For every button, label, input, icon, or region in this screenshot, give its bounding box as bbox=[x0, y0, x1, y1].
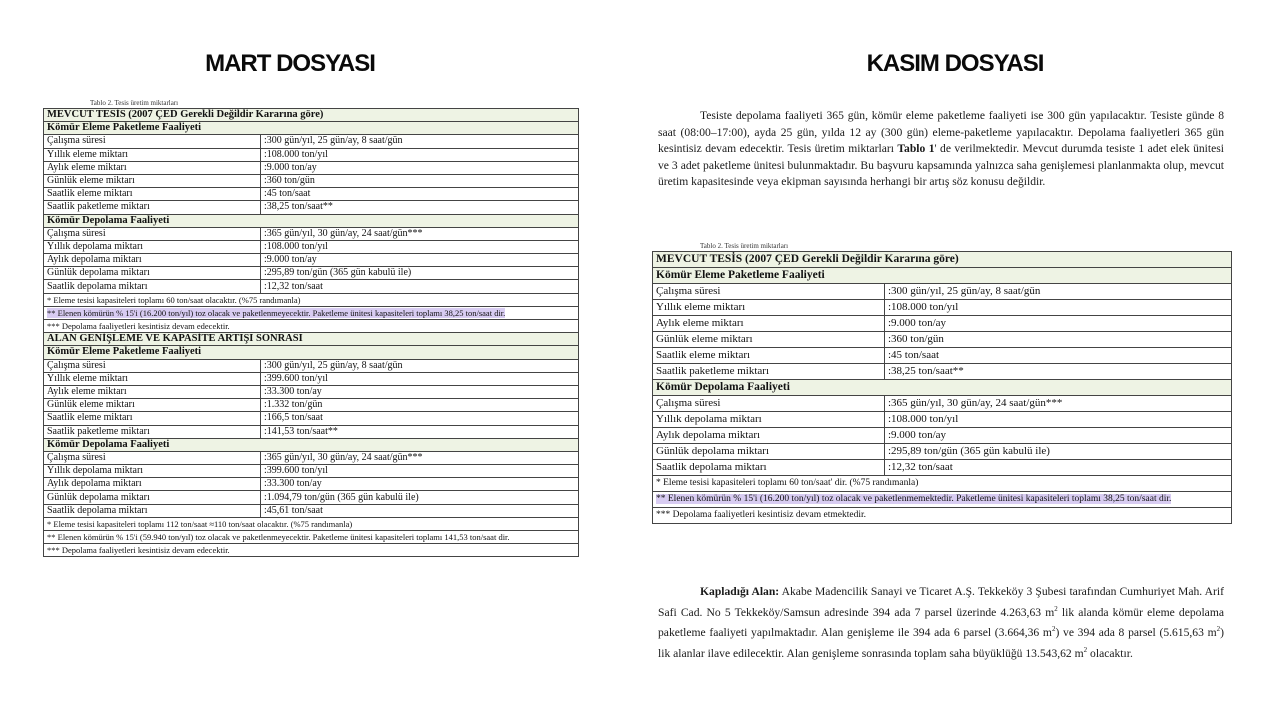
row-value: :399.600 ton/yıl bbox=[261, 465, 579, 478]
row-value: :9.000 ton/ay bbox=[261, 161, 579, 174]
row-value: :300 gün/yıl, 25 gün/ay, 8 saat/gün bbox=[261, 135, 579, 148]
area-sup-1: 2 bbox=[1054, 604, 1058, 613]
intro-table-ref: Tablo 1 bbox=[897, 142, 935, 156]
footnote-2-highlighted bbox=[44, 306, 579, 319]
table-row bbox=[44, 385, 579, 398]
row-label: Çalışma süresi bbox=[44, 451, 261, 464]
footnote-1-text: * Eleme tesisi kapasiteleri toplamı 60 ton/saat olacaktır. (%75 randımanla) bbox=[47, 294, 301, 305]
right-area-paragraph bbox=[658, 584, 1224, 662]
area-label: Kapladığı Alan: bbox=[700, 585, 780, 598]
row-value: :166,5 ton/saat bbox=[261, 412, 579, 425]
row-label: Saatlik paketleme miktarı bbox=[653, 364, 885, 380]
table-row bbox=[44, 254, 579, 267]
section-screening-label: Kömür Eleme Paketleme Faaliyeti bbox=[44, 122, 579, 135]
section-screening bbox=[653, 268, 1232, 284]
row-value: :360 ton/gün bbox=[261, 174, 579, 187]
row-label: Yıllık eleme miktarı bbox=[653, 300, 885, 316]
table-row bbox=[44, 412, 579, 425]
section-screening-label: Kömür Eleme Paketleme Faaliyeti bbox=[653, 268, 1232, 284]
table-row bbox=[44, 135, 579, 148]
right-production-table bbox=[652, 251, 1232, 524]
row-value: :1.094,79 ton/gün (365 gün kabulü ile) bbox=[261, 491, 579, 504]
table-row bbox=[44, 174, 579, 187]
table-row bbox=[653, 348, 1232, 364]
footnote-2-highlighted-text: ** Elenen kömürün % 15'i (16.200 ton/yıl) toz olacak ve paketlenmeyecektir. Paketleme ünitesi kapasiteleri toplamı 38,25 ton/saat dir. bbox=[47, 307, 506, 318]
row-value: :38,25 ton/saat** bbox=[885, 364, 1232, 380]
table-row bbox=[44, 451, 579, 464]
table-row bbox=[44, 240, 579, 253]
section-storage bbox=[653, 380, 1232, 396]
area-sup-2: 2 bbox=[1051, 625, 1056, 634]
footnote-1-expansion-text: * Eleme tesisi kapasiteleri toplamı 112 ton/saat ≈110 ton/saat olacaktır. (%75 randımanla) bbox=[47, 518, 353, 529]
row-value: :45 ton/saat bbox=[885, 348, 1232, 364]
table-row bbox=[44, 148, 579, 161]
area-sup-3: 2 bbox=[1216, 625, 1221, 634]
row-label: Günlük eleme miktarı bbox=[44, 174, 261, 187]
row-label: Yıllık eleme miktarı bbox=[44, 148, 261, 161]
row-value: :300 gün/yıl, 25 gün/ay, 8 saat/gün bbox=[885, 284, 1232, 300]
table-row bbox=[44, 161, 579, 174]
table-title-expansion-label: ALAN GENİŞLEME VE KAPASİTE ARTIŞI SONRASI bbox=[44, 333, 579, 346]
row-label: Aylık depolama miktarı bbox=[44, 478, 261, 491]
row-label: Aylık depolama miktarı bbox=[653, 428, 885, 444]
row-label: Yıllık depolama miktarı bbox=[44, 240, 261, 253]
table-row bbox=[44, 267, 579, 280]
table-row bbox=[44, 280, 579, 293]
heading-kasim-dosyasi: KASIM DOSYASI bbox=[866, 50, 1044, 77]
right-intro-paragraph bbox=[658, 108, 1224, 191]
area-text-5: olacaktır. bbox=[1087, 646, 1133, 660]
footnote-3-text: *** Depolama faaliyetleri kesintisiz devam etmektedir. bbox=[656, 510, 866, 520]
row-label: Günlük depolama miktarı bbox=[653, 444, 885, 460]
row-value: :33.300 ton/ay bbox=[261, 385, 579, 398]
table-row bbox=[653, 300, 1232, 316]
footnote-1-expansion bbox=[44, 517, 579, 530]
row-value: :108.000 ton/yıl bbox=[885, 412, 1232, 428]
section-screening-expansion bbox=[44, 346, 579, 359]
row-label: Saatlik paketleme miktarı bbox=[44, 201, 261, 214]
row-label: Saatlik eleme miktarı bbox=[653, 348, 885, 364]
row-value: :45 ton/saat bbox=[261, 188, 579, 201]
row-value: :365 gün/yıl, 30 gün/ay, 24 saat/gün*** bbox=[261, 227, 579, 240]
row-label: Saatlik depolama miktarı bbox=[44, 280, 261, 293]
section-storage-label: Kömür Depolama Faaliyeti bbox=[653, 380, 1232, 396]
footnote-1 bbox=[653, 476, 1232, 492]
row-label: Çalışma süresi bbox=[44, 227, 261, 240]
section-screening-expansion-label: Kömür Eleme Paketleme Faaliyeti bbox=[44, 346, 579, 359]
table-row bbox=[653, 316, 1232, 332]
row-label: Saatlik paketleme miktarı bbox=[44, 425, 261, 438]
table-row bbox=[44, 227, 579, 240]
row-label: Yıllık depolama miktarı bbox=[44, 465, 261, 478]
row-label: Yıllık eleme miktarı bbox=[44, 372, 261, 385]
footnote-3-text: *** Depolama faaliyetleri kesintisiz devam edecektir. bbox=[47, 321, 230, 332]
section-screening bbox=[44, 122, 579, 135]
area-text-4: ) lik alanlar ilave edilecektir. Alan genişleme sonrasında toplam saha büyüklüğü 13.543,62 m bbox=[658, 625, 1224, 660]
row-label: Günlük eleme miktarı bbox=[44, 399, 261, 412]
row-label: Aylık eleme miktarı bbox=[44, 385, 261, 398]
row-value: :108.000 ton/yıl bbox=[885, 300, 1232, 316]
table-row bbox=[653, 460, 1232, 476]
row-label: Aylık eleme miktarı bbox=[653, 316, 885, 332]
footnote-2-highlighted-text: ** Elenen kömürün % 15'i (16.200 ton/yıl) toz olacak ve paketlenmemektedir. Paketleme ünitesi kapasiteleri toplamı 38,25 ton/saat dir. bbox=[656, 494, 1172, 504]
row-value: :33.300 ton/ay bbox=[261, 478, 579, 491]
row-label: Aylık eleme miktarı bbox=[44, 161, 261, 174]
section-storage-expansion bbox=[44, 438, 579, 451]
footnote-3 bbox=[44, 320, 579, 333]
table-title-existing-label: MEVCUT TESİS (2007 ÇED Gerekli Değildir Kararına göre) bbox=[44, 109, 579, 122]
row-label: Yıllık depolama miktarı bbox=[653, 412, 885, 428]
row-label: Saatlik depolama miktarı bbox=[44, 504, 261, 517]
intro-text-before: Tesiste depolama faaliyeti 365 gün, kömür eleme paketleme faaliyeti ise 300 gün yapılacaktır. Tesiste günde 8 saat (08:00–17:00), ayda 25 gün, yılda 12 ay (300 gün) eleme-paketleme yapılacaktır. Depolama faaliyetleri 365 gün kesintisiz devam edecektir. Tesis üretim miktarları bbox=[658, 109, 1224, 156]
row-value: :108.000 ton/yıl bbox=[261, 240, 579, 253]
table-row bbox=[44, 372, 579, 385]
table-row bbox=[44, 465, 579, 478]
table-row bbox=[44, 399, 579, 412]
row-label: Günlük depolama miktarı bbox=[44, 491, 261, 504]
table-row bbox=[44, 201, 579, 214]
area-sup-4: 2 bbox=[1083, 645, 1088, 654]
row-value: :9.000 ton/ay bbox=[885, 316, 1232, 332]
footnote-3 bbox=[653, 508, 1232, 524]
table-row bbox=[44, 359, 579, 372]
table-title-existing bbox=[653, 252, 1232, 268]
table-row bbox=[653, 444, 1232, 460]
row-value: :12,32 ton/saat bbox=[885, 460, 1232, 476]
heading-mart-dosyasi: MART DOSYASI bbox=[205, 50, 375, 77]
row-label: Çalışma süresi bbox=[653, 396, 885, 412]
row-value: :295,89 ton/gün (365 gün kabulü ile) bbox=[885, 444, 1232, 460]
table-row bbox=[44, 491, 579, 504]
left-table-caption: Tablo 2. Tesis üretim miktarları bbox=[90, 99, 179, 107]
table-title-existing-label: MEVCUT TESİS (2007 ÇED Gerekli Değildir Kararına göre) bbox=[653, 252, 1232, 268]
section-storage bbox=[44, 214, 579, 227]
row-label: Çalışma süresi bbox=[44, 135, 261, 148]
table-row bbox=[653, 284, 1232, 300]
row-value: :365 gün/yıl, 30 gün/ay, 24 saat/gün*** bbox=[261, 451, 579, 464]
row-value: :9.000 ton/ay bbox=[885, 428, 1232, 444]
row-label: Saatlik eleme miktarı bbox=[44, 188, 261, 201]
section-storage-expansion-label: Kömür Depolama Faaliyeti bbox=[44, 438, 579, 451]
row-value: :108.000 ton/yıl bbox=[261, 148, 579, 161]
table-row bbox=[44, 504, 579, 517]
row-value: :300 gün/yıl, 25 gün/ay, 8 saat/gün bbox=[261, 359, 579, 372]
row-label: Saatlik depolama miktarı bbox=[653, 460, 885, 476]
row-label: Saatlik eleme miktarı bbox=[44, 412, 261, 425]
table-row bbox=[653, 428, 1232, 444]
section-storage-label: Kömür Depolama Faaliyeti bbox=[44, 214, 579, 227]
footnote-2-expansion bbox=[44, 531, 579, 544]
row-label: Günlük eleme miktarı bbox=[653, 332, 885, 348]
area-text-1: Akabe Madencilik Sanayi ve Ticaret A.Ş. Tekkeköy 3 Şubesi tarafından Cumhuriyet Mah. Arif Safi Cad. No 5 Tekkeköy/Samsun adresinde 394 ada 7 parsel üzerinde 4.263,63 m bbox=[658, 585, 1224, 619]
table-row bbox=[44, 425, 579, 438]
table-title-existing bbox=[44, 109, 579, 122]
row-value: :399.600 ton/yıl bbox=[261, 372, 579, 385]
row-label: Çalışma süresi bbox=[44, 359, 261, 372]
footnote-2-expansion-text: ** Elenen kömürün % 15'i (59.940 ton/yıl) toz olacak ve paketlenmeyecektir. Paketleme ünitesi kapasiteleri toplamı 141,53 ton/saat dir. bbox=[47, 532, 510, 543]
row-value: :141,53 ton/saat** bbox=[261, 425, 579, 438]
left-production-table bbox=[43, 108, 579, 557]
footnote-1 bbox=[44, 293, 579, 306]
row-label: Aylık depolama miktarı bbox=[44, 254, 261, 267]
table-row bbox=[653, 332, 1232, 348]
intro-text-after: ' de verilmektedir. Mevcut durumda tesiste 1 adet elek ünitesi ve 3 adet paketleme ünitesi bulunmaktadır. Bu başvuru kapsamında yalnızca saha genişlemesi planlanmakta olup, mevcut üretim kapasitesinde veya ekipman sayısında herhangi bir artış söz konusu değildir. bbox=[658, 142, 1224, 189]
row-value: :38,25 ton/saat** bbox=[261, 201, 579, 214]
row-label: Günlük depolama miktarı bbox=[44, 267, 261, 280]
area-text-3: ) ve 394 ada 8 parsel (5.615,63 m bbox=[1055, 625, 1217, 639]
area-text-2: lik alanda kömür eleme depolama paketleme faaliyeti yapılmaktadır. Alan genişleme ile 394 ada 6 parsel (3.664,36 m bbox=[658, 605, 1224, 639]
row-label: Çalışma süresi bbox=[653, 284, 885, 300]
table-row bbox=[44, 478, 579, 491]
row-value: :12,32 ton/saat bbox=[261, 280, 579, 293]
row-value: :1.332 ton/gün bbox=[261, 399, 579, 412]
row-value: :295,89 ton/gün (365 gün kabulü ile) bbox=[261, 267, 579, 280]
right-table-caption: Tablo 2. Tesis üretim miktarları bbox=[700, 242, 789, 250]
table-row bbox=[653, 396, 1232, 412]
footnote-3-expansion-text: *** Depolama faaliyetleri kesintisiz devam edecektir. bbox=[47, 545, 230, 556]
table-row bbox=[653, 412, 1232, 428]
row-value: :360 ton/gün bbox=[885, 332, 1232, 348]
footnote-3-expansion bbox=[44, 544, 579, 557]
footnote-1-text: * Eleme tesisi kapasiteleri toplamı 60 ton/saat' dir. (%75 randımanla) bbox=[656, 478, 919, 488]
table-row bbox=[653, 364, 1232, 380]
footnote-2-highlighted bbox=[653, 492, 1232, 508]
row-value: :9.000 ton/ay bbox=[261, 254, 579, 267]
row-value: :365 gün/yıl, 30 gün/ay, 24 saat/gün*** bbox=[885, 396, 1232, 412]
row-value: :45,61 ton/saat bbox=[261, 504, 579, 517]
table-title-expansion bbox=[44, 333, 579, 346]
table-row bbox=[44, 188, 579, 201]
